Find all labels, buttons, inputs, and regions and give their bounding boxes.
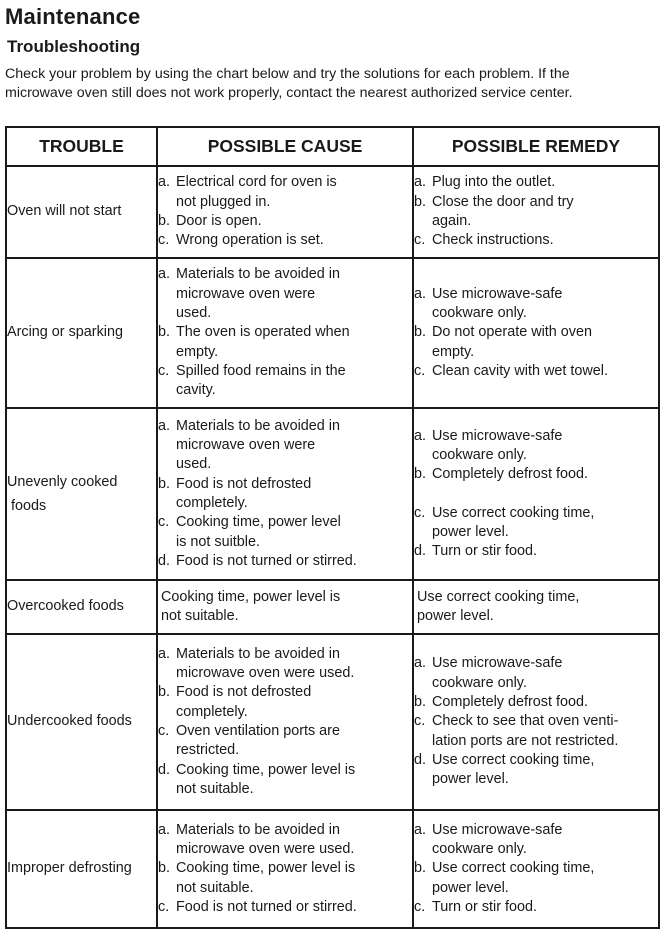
- cause-cell: [157, 634, 413, 810]
- list-text: [432, 465, 658, 484]
- list-item: [414, 285, 658, 324]
- list-item: [158, 475, 412, 514]
- list-text: [176, 821, 412, 860]
- list-text: [432, 542, 658, 561]
- list-item: [414, 859, 658, 898]
- list-marker: a.: [414, 285, 427, 302]
- list-text-line: cookware only.: [432, 446, 527, 463]
- list-marker: d.: [414, 751, 427, 768]
- list-text-line: Materials to be avoided in: [176, 821, 340, 838]
- list-marker: a.: [414, 427, 427, 444]
- list-text: [176, 761, 412, 800]
- list-item: [158, 362, 412, 401]
- list-item: [158, 231, 412, 250]
- list-text-line: Use microwave-safe: [432, 285, 563, 302]
- list-text-line: not suitable.: [176, 879, 254, 896]
- list-text: [176, 323, 412, 362]
- remedy-cell: [413, 634, 659, 810]
- page-title: Maintenance: [5, 4, 141, 29]
- list-text-line: Oven ventilation ports are: [176, 723, 340, 739]
- list-text-line: Completely defrost food.: [432, 466, 588, 483]
- list-text: [176, 552, 412, 571]
- list-marker: a.: [414, 821, 427, 838]
- list-text-line: cookware only.: [432, 841, 527, 858]
- list-marker: c.: [414, 898, 426, 915]
- list-item: [414, 821, 658, 860]
- list-item: [414, 504, 658, 543]
- list-marker: b.: [158, 860, 171, 877]
- list-text-line: Clean cavity with wet towel.: [432, 362, 608, 379]
- list-marker: c.: [158, 898, 170, 915]
- list-text-line: Plug into the outlet.: [432, 174, 556, 191]
- list-text: [432, 193, 658, 232]
- list-text-line: used.: [176, 456, 212, 473]
- list-item: [414, 542, 658, 561]
- trouble-cell: [6, 258, 157, 408]
- list-text-line: Electrical cord for oven is: [176, 174, 337, 191]
- list-text-line: cookware only.: [432, 305, 527, 322]
- list-text: [432, 285, 658, 324]
- list-text-line: Cooking time, power level is: [176, 761, 356, 778]
- list-item: [158, 265, 412, 323]
- list-item: [414, 323, 658, 362]
- section-title: Troubleshooting: [7, 37, 141, 56]
- list-text-line: not suitable.: [176, 780, 254, 797]
- list-text-line: Food is not defrosted: [176, 684, 312, 701]
- list-text-line: Materials to be avoided in: [176, 417, 340, 434]
- list-text-line: Use microwave-safe: [432, 821, 563, 838]
- list-item: [158, 898, 412, 917]
- list-marker: a.: [158, 645, 171, 662]
- list-marker: a.: [158, 417, 171, 434]
- list-text-line: Food is not defrosted: [176, 475, 312, 492]
- cell-text: not suitable.: [161, 608, 239, 624]
- list-text: [176, 722, 412, 761]
- list-text-line: Door is open.: [176, 213, 262, 229]
- list-marker: b.: [414, 466, 427, 483]
- list-text: [432, 693, 658, 712]
- list-text: [176, 173, 412, 212]
- list-item: [158, 552, 412, 571]
- list-text-line: not plugged in.: [176, 193, 271, 210]
- trouble-cell: [6, 634, 157, 810]
- list-text: [176, 362, 412, 401]
- list-item: [414, 654, 658, 693]
- list-text: [176, 683, 412, 722]
- list-text-line: Materials to be avoided in: [176, 266, 340, 283]
- list-marker: c.: [158, 723, 170, 739]
- list-text-line: Food is not turned or stirred.: [176, 898, 357, 915]
- list-item: [414, 362, 658, 381]
- list-text: [176, 417, 412, 475]
- list-item: [414, 712, 658, 751]
- list-marker: c.: [414, 362, 426, 379]
- list-text-line: power level.: [432, 771, 509, 788]
- list-marker: a.: [158, 266, 171, 283]
- list-marker: a.: [414, 655, 427, 672]
- list-text-line: Food is not turned or stirred.: [176, 552, 357, 569]
- list-marker: b.: [158, 684, 171, 701]
- intro-text: [5, 65, 661, 103]
- list-item: [158, 513, 412, 552]
- table-row: [6, 810, 659, 928]
- trouble-text: Arcing or sparking: [7, 324, 123, 341]
- list-marker: b.: [414, 860, 427, 877]
- list-item: [158, 417, 412, 475]
- list-text-line: cavity.: [176, 382, 216, 399]
- list-text-line: The oven is operated when: [176, 324, 350, 341]
- list-marker: c.: [414, 713, 426, 730]
- list-text: [176, 231, 412, 250]
- list-text-line: cookware only.: [432, 674, 527, 691]
- list-text: [432, 898, 658, 917]
- list-marker: d.: [414, 543, 427, 560]
- list-text: [176, 898, 412, 917]
- table-row: [6, 408, 659, 580]
- list-marker: a.: [414, 174, 427, 191]
- list-marker: c.: [414, 504, 426, 521]
- list-text: [176, 859, 412, 898]
- list-item: [158, 645, 412, 684]
- list-item: [158, 722, 412, 761]
- list-text-line: is not suitble.: [176, 533, 260, 550]
- list-marker: b.: [158, 475, 171, 492]
- list-marker: c.: [158, 232, 170, 249]
- list-text-line: Materials to be avoided in: [176, 645, 340, 662]
- list-marker: b.: [414, 324, 427, 341]
- remedy-cell: [413, 580, 659, 634]
- list-text-line: Use microwave-safe: [432, 655, 563, 672]
- list-marker: d.: [158, 761, 171, 778]
- list-text: [432, 362, 658, 381]
- list-text-line: power level.: [432, 879, 509, 896]
- list-item: [158, 173, 412, 212]
- column-header-trouble: TROUBLE: [6, 127, 157, 166]
- trouble-text: Undercooked foods: [7, 713, 132, 730]
- list-text: [432, 712, 658, 751]
- list-text-line: microwave oven were used.: [176, 841, 355, 858]
- table-header-row: [6, 127, 659, 166]
- trouble-text: Overcooked foods: [7, 598, 124, 615]
- list-text: [432, 323, 658, 362]
- trouble-cell: [6, 408, 157, 580]
- trouble-text: foods: [7, 498, 47, 514]
- list-text: [176, 265, 412, 323]
- list-item: [158, 761, 412, 800]
- list-item: [158, 821, 412, 860]
- list-text: [432, 821, 658, 860]
- list-text-line: empty.: [432, 343, 475, 360]
- remedy-cell: [413, 408, 659, 580]
- trouble-cell: [6, 166, 157, 258]
- remedy-cell: [413, 258, 659, 408]
- trouble-text: Unevenly cooked: [7, 474, 118, 490]
- list-text-line: Check instructions.: [432, 232, 554, 249]
- list-text-line: Close the door and try: [432, 193, 574, 210]
- list-marker: a.: [158, 174, 171, 191]
- list-item: [414, 898, 658, 917]
- list-marker: c.: [158, 514, 170, 531]
- table-row: [6, 258, 659, 408]
- list-text: [176, 513, 412, 552]
- list-item: [158, 323, 412, 362]
- list-text-line: restricted.: [176, 742, 240, 759]
- list-text: [432, 504, 658, 543]
- intro-line: Check your problem by using the chart below and try the solutions for each problem. If the: [5, 66, 570, 82]
- list-item: [158, 859, 412, 898]
- list-text-line: again.: [432, 213, 472, 229]
- list-text-line: empty.: [176, 343, 219, 360]
- list-item: [414, 465, 658, 484]
- list-text-line: microwave oven were used.: [176, 665, 355, 682]
- trouble-cell: [6, 580, 157, 634]
- list-text: [176, 475, 412, 514]
- cause-cell: [157, 258, 413, 408]
- list-marker: b.: [414, 193, 427, 210]
- list-text-line: completely.: [176, 495, 248, 511]
- list-item: [414, 427, 658, 466]
- list-text-line: Turn or stir food.: [432, 898, 538, 915]
- list-text: [432, 231, 658, 250]
- list-text-line: Check to see that oven venti-: [432, 713, 619, 730]
- list-item: [158, 683, 412, 722]
- table-row: [6, 166, 659, 258]
- list-item: [414, 231, 658, 250]
- list-marker: c.: [414, 232, 426, 249]
- list-marker: b.: [414, 694, 427, 711]
- cell-text: Use correct cooking time,: [417, 588, 580, 605]
- list-item: [414, 193, 658, 232]
- trouble-cell: [6, 810, 157, 928]
- cell-text: power level.: [417, 608, 494, 624]
- list-text-line: Use microwave-safe: [432, 427, 563, 444]
- list-marker: d.: [158, 552, 171, 569]
- intro-line: microwave oven still does not work properly, contact the nearest authorized service center.: [5, 85, 573, 101]
- list-text-line: Use correct cooking time,: [432, 860, 595, 877]
- list-marker: c.: [158, 362, 170, 379]
- list-text-line: Do not operate with oven: [432, 324, 592, 341]
- remedy-cell: [413, 166, 659, 258]
- list-text: [176, 645, 412, 684]
- list-text-line: Spilled food remains in the: [176, 362, 346, 379]
- list-text-line: Cooking time, power level is: [176, 860, 356, 877]
- list-text: [432, 654, 658, 693]
- spacer: [414, 485, 658, 504]
- cause-cell: [157, 810, 413, 928]
- list-marker: b.: [158, 324, 171, 341]
- list-text-line: Turn or stir food.: [432, 543, 538, 560]
- list-text-line: Cooking time, power level: [176, 514, 341, 531]
- list-text-line: microwave oven were: [176, 285, 316, 302]
- cause-cell: [157, 580, 413, 634]
- list-text: [432, 859, 658, 898]
- list-text: [176, 212, 412, 231]
- list-item: [414, 751, 658, 790]
- list-text-line: Completely defrost food.: [432, 694, 588, 711]
- list-text-line: microwave oven were: [176, 437, 316, 454]
- cause-cell: [157, 408, 413, 580]
- list-text-line: completely.: [176, 703, 248, 720]
- trouble-text: Improper defrosting: [7, 860, 132, 877]
- list-item: [158, 212, 412, 231]
- list-text: [432, 427, 658, 466]
- list-text-line: used.: [176, 305, 212, 322]
- list-marker: a.: [158, 821, 171, 838]
- list-text-line: Use correct cooking time,: [432, 504, 595, 521]
- list-item: [414, 693, 658, 712]
- list-text-line: Wrong operation is set.: [176, 232, 324, 249]
- cell-text: Cooking time, power level is: [161, 588, 341, 605]
- list-marker: b.: [158, 213, 171, 229]
- list-item: [414, 173, 658, 192]
- list-text: [432, 173, 658, 192]
- troubleshooting-table: [5, 126, 660, 929]
- cause-cell: [157, 166, 413, 258]
- column-header-remedy: POSSIBLE REMEDY: [413, 127, 659, 166]
- table-row: [6, 634, 659, 810]
- list-text-line: lation ports are not restricted.: [432, 732, 619, 749]
- remedy-cell: [413, 810, 659, 928]
- list-text-line: Use correct cooking time,: [432, 751, 595, 768]
- table-row: [6, 580, 659, 634]
- list-text: [432, 751, 658, 790]
- trouble-text: Oven will not start: [7, 203, 122, 220]
- list-text-line: power level.: [432, 523, 509, 540]
- column-header-cause: POSSIBLE CAUSE: [157, 127, 413, 166]
